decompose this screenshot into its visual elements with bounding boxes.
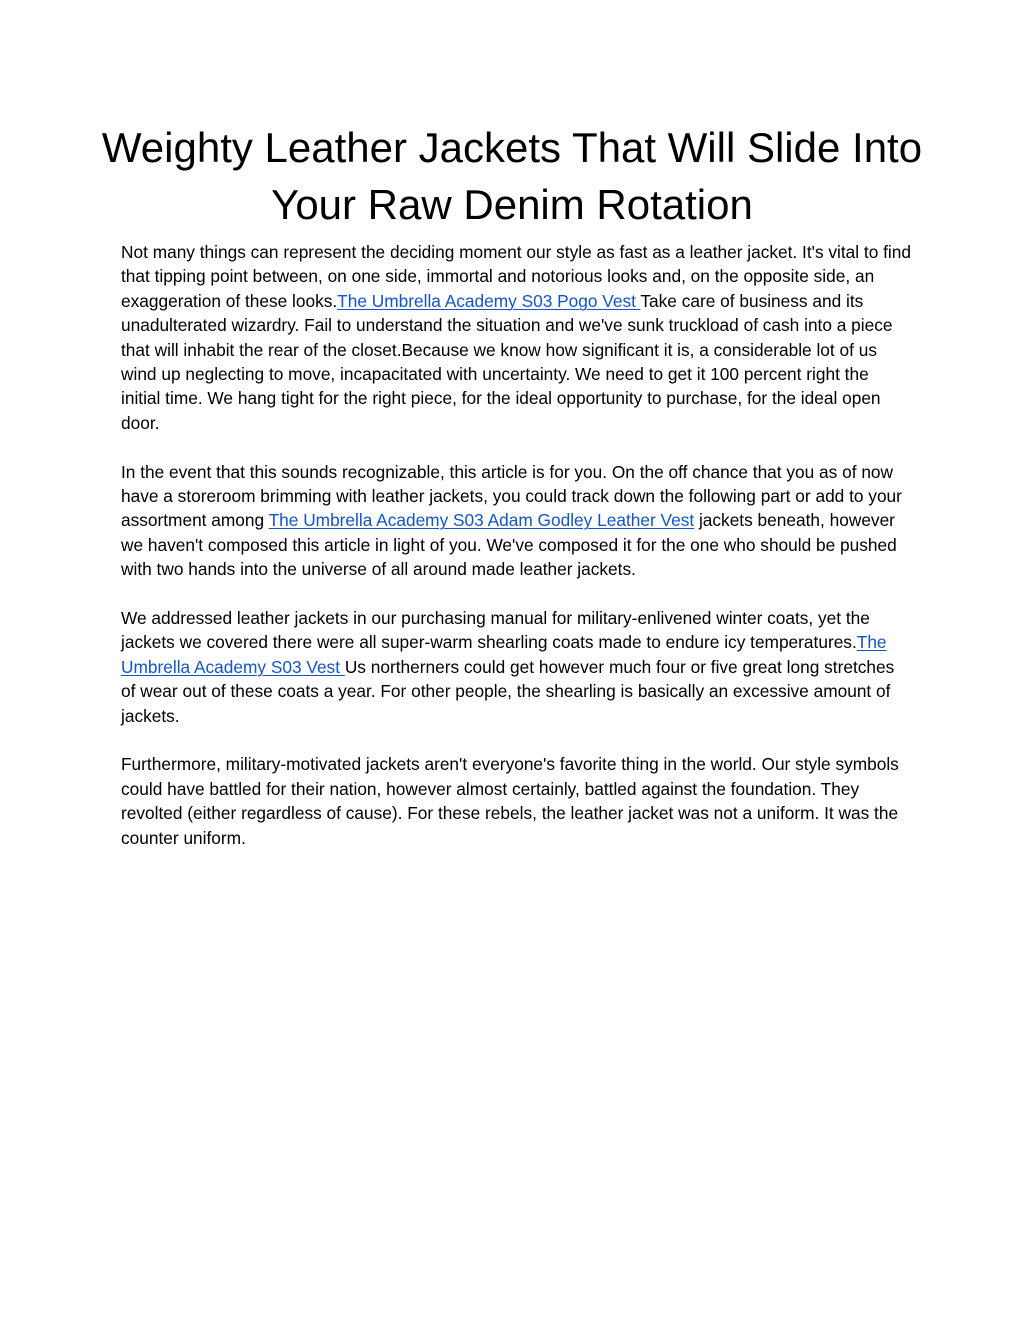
paragraph-4: Furthermore, military-motivated jackets aren't everyone's favorite thing in the world. Our style symbols could have battled for their nation, however almost certainly, battled against the foundation. They revolted (either regardless of cause). For these rebels, the leather jacket was not a uniform. It was the counter uniform. xyxy=(121,754,899,848)
paragraph-1-text-before: Not many things can represent the deciding moment our style as fast as a leather jacket. It's vital to find that tipping point between, on one side, immortal and notorious looks and, on the opposite side, an exaggeration of these looks. xyxy=(121,242,911,311)
paragraph-1-text-after: Take care of business and its unadulterated wizardry. Fail to understand the situation and we've sunk truckload of cash into a piece that will inhabit the rear of the closet.Because we know how significant it is, a considerable lot of us wind up neglecting to move, incapacitated with uncertainty. We need to get it 100 percent right the initial time. We hang tight for the right piece, for the ideal opportunity to purchase, for the ideal open door. xyxy=(121,290,893,433)
paragraph-2 xyxy=(121,460,911,582)
paragraph-3-text-before: We addressed leather jackets in our purchasing manual for military-enlivened winter coats, yet the jackets we covered there were all super-warm shearling coats made to endure icy temperatures. xyxy=(121,608,870,653)
adam-godley-leather-vest-link[interactable]: The Umbrella Academy S03 Adam Godley Leather Vest xyxy=(268,510,695,531)
paragraph-2-text-after: jackets beneath, however we haven't composed this article in light of you. We've composed it for the one who should be pushed with two hands into the universe of all around made leather jackets. xyxy=(121,510,897,580)
paragraph-3 xyxy=(121,606,911,728)
paragraph-1 xyxy=(121,240,911,435)
umbrella-academy-vest-link[interactable]: The Umbrella Academy S03 Vest xyxy=(121,632,887,677)
document-title: Weighty Leather Jackets That Will Slide Into Your Raw Denim Rotation xyxy=(101,124,923,228)
document-body xyxy=(121,240,911,850)
pogo-vest-link[interactable]: The Umbrella Academy S03 Pogo Vest xyxy=(337,290,641,311)
paragraph-3-text-after: Us northerners could get however much four or five great long stretches of wear out of these coats a year. For other people, the shearling is basically an excessive amount of jackets. xyxy=(121,656,895,726)
paragraph-2-text-before: In the event that this sounds recognizable, this article is for you. On the off chance that you as of now have a storeroom brimming with leather jackets, you could track down the following part or add to your assortment among xyxy=(121,461,902,531)
